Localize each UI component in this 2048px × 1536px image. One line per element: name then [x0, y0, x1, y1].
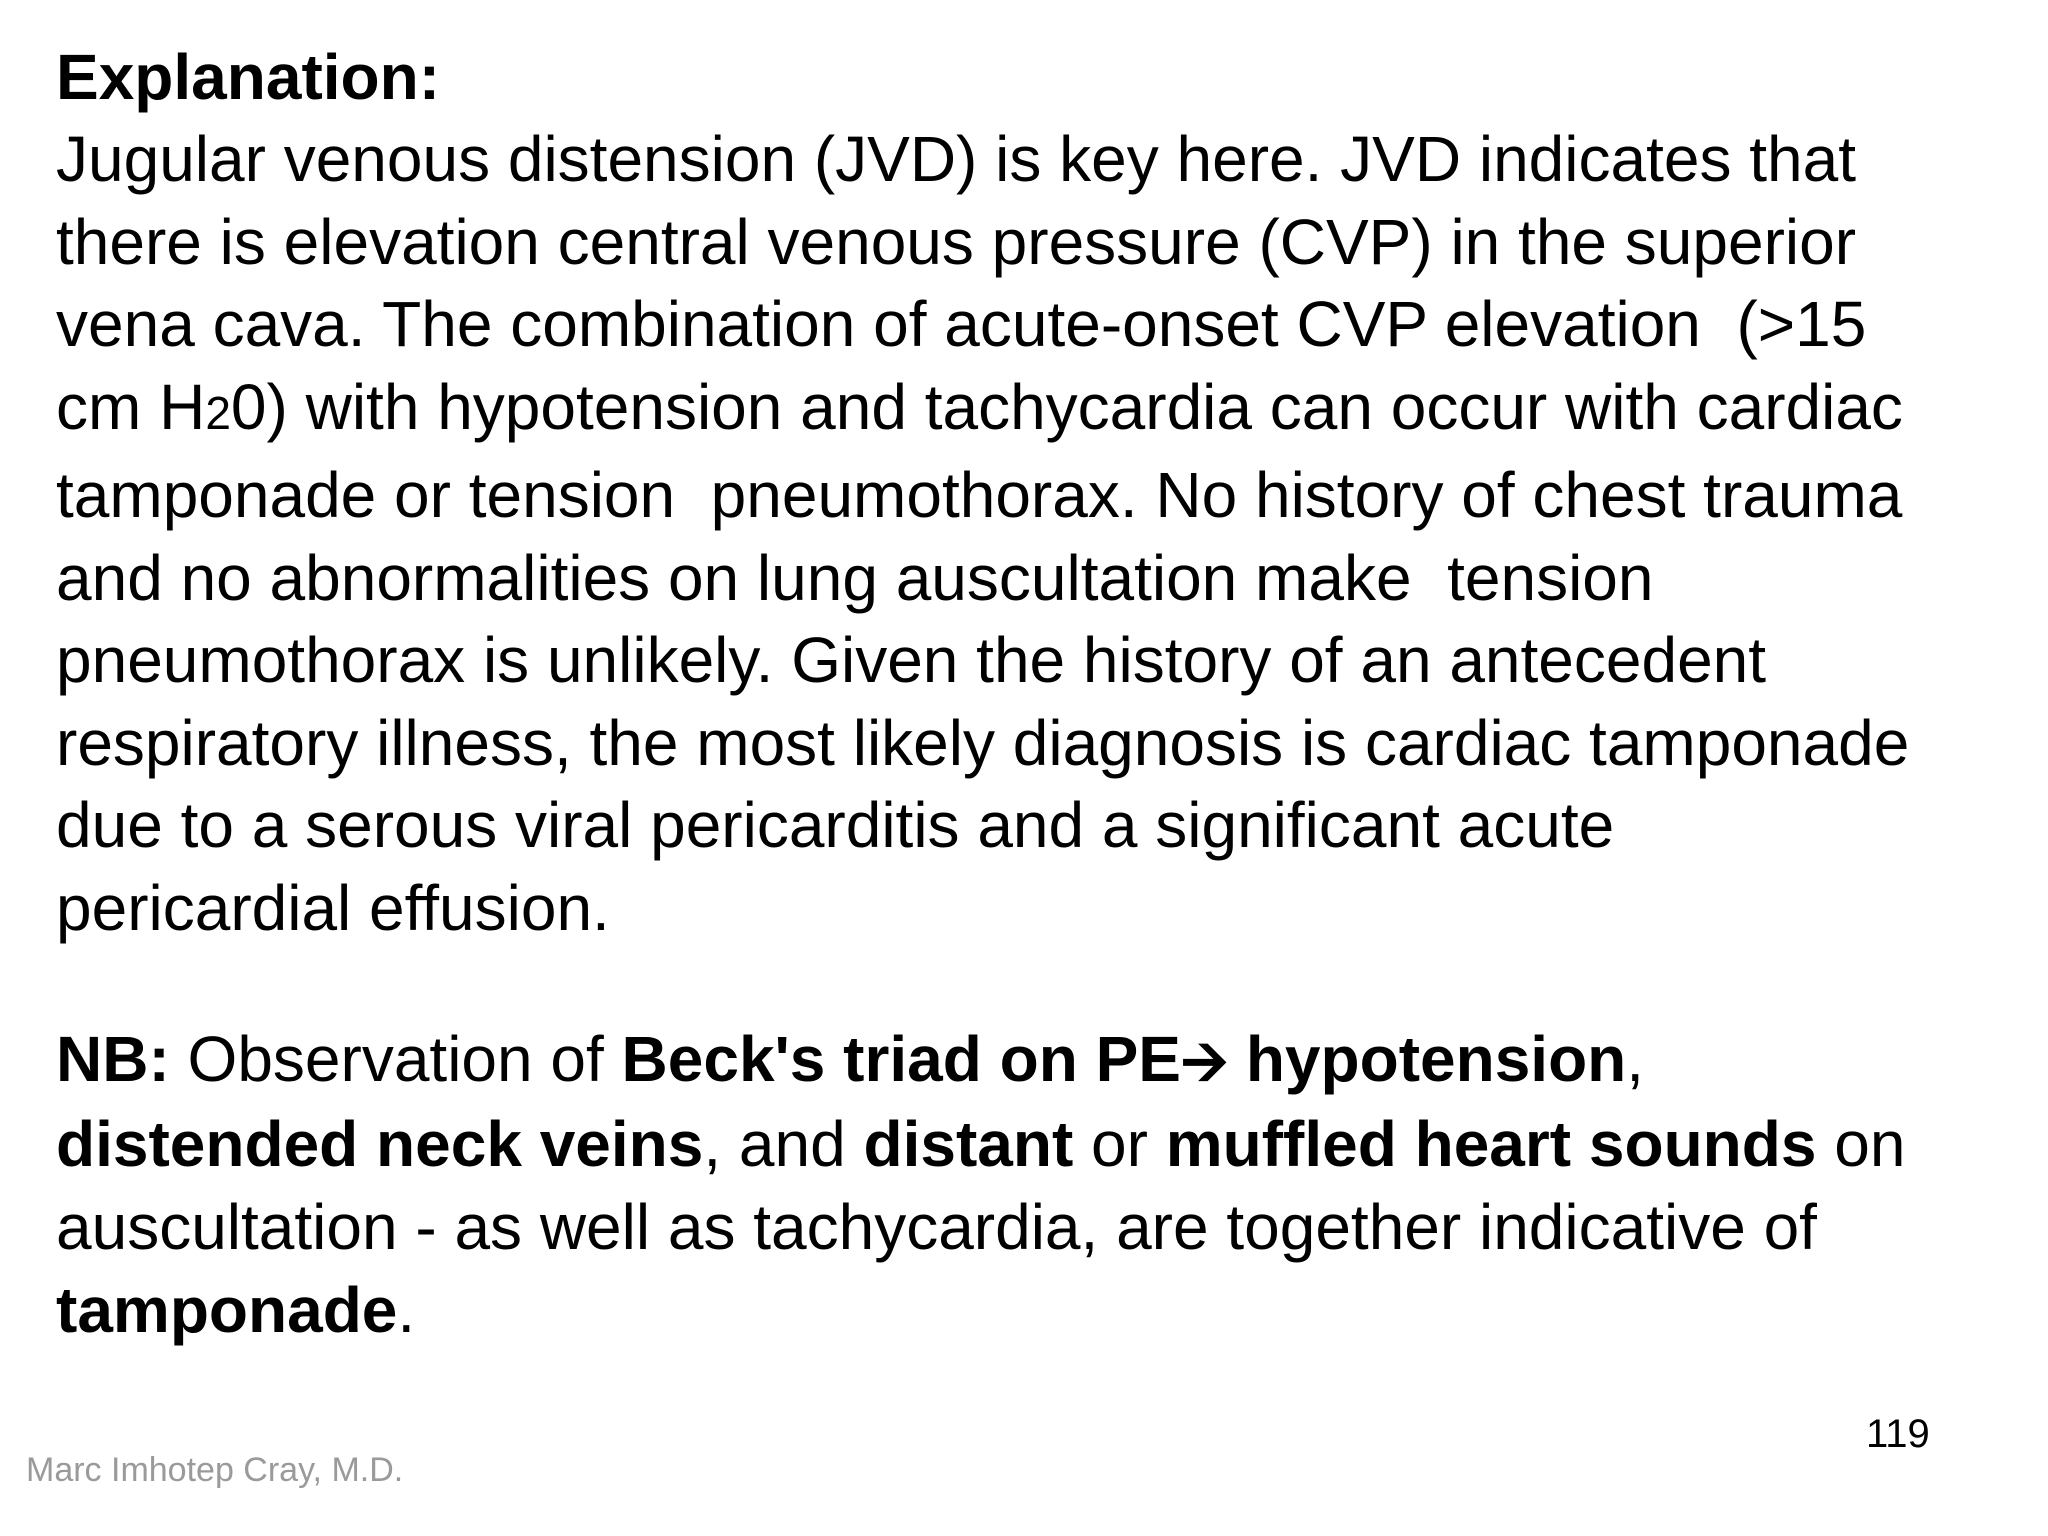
author-footer: Marc Imhotep Cray, M.D.	[26, 1451, 404, 1489]
cm-h-text: cm H	[56, 370, 206, 443]
explanation-line	[56, 366, 2046, 455]
nb-text: ,	[1626, 1023, 1645, 1095]
explanation-line: pneumothorax is unlikely. Given the history of an antecedent	[56, 624, 1767, 696]
line-continuation: 0) with hypotension and tachycardia can occur with cardiac	[230, 370, 1903, 443]
explanation-line: vena cava. The combination of acute-onset CVP elevation (>15	[56, 288, 1867, 360]
explanation-line: Jugular venous distension (JVD) is key here. JVD indicates that	[56, 123, 1856, 195]
nb-line: auscultation - as well as tachycardia, are together indicative of	[56, 1191, 1817, 1263]
arrow-right-icon: 🡪	[1180, 1027, 1229, 1095]
muffled-heart-sounds-text: muffled heart sounds	[1165, 1108, 1817, 1180]
tamponade-text: tamponade	[56, 1274, 398, 1346]
nb-text: on	[1816, 1108, 1906, 1180]
nb-paragraph	[56, 1018, 2046, 1352]
nb-label: NB:	[56, 1023, 170, 1095]
explanation-line: due to a serous viral pericarditis and a significant acute	[56, 789, 1615, 861]
explanation-paragraph	[56, 118, 2046, 949]
nb-text: or	[1073, 1108, 1166, 1180]
nb-text: , and	[703, 1108, 864, 1180]
becks-triad-text: Beck's triad on PE	[621, 1023, 1181, 1095]
explanation-line: respiratory illness, the most likely diagnosis is cardiac tamponade	[56, 706, 1910, 779]
nb-text: Observation of	[169, 1023, 622, 1095]
explanation-line: there is elevation central venous pressure (CVP) in the superior	[56, 205, 1856, 278]
page-number: 119	[1866, 1412, 1930, 1456]
explanation-line: and no abnormalities on lung auscultation make tension	[56, 541, 1654, 614]
explanation-heading: Explanation:	[56, 41, 441, 113]
explanation-line: tamponade or tension pneumothorax. No history of chest trauma	[56, 459, 1903, 531]
explanation-line: pericardial effusion.	[56, 871, 610, 944]
nb-text: .	[397, 1274, 416, 1346]
distended-neck-veins-text: distended neck veins	[56, 1108, 704, 1180]
distant-text: distant	[863, 1108, 1074, 1180]
nb-line	[56, 1269, 2046, 1352]
h2o-subscript: 2	[205, 386, 231, 439]
nb-line	[56, 1103, 2046, 1186]
hypotension-text: hypotension	[1228, 1023, 1627, 1095]
nb-line	[56, 1018, 2046, 1103]
